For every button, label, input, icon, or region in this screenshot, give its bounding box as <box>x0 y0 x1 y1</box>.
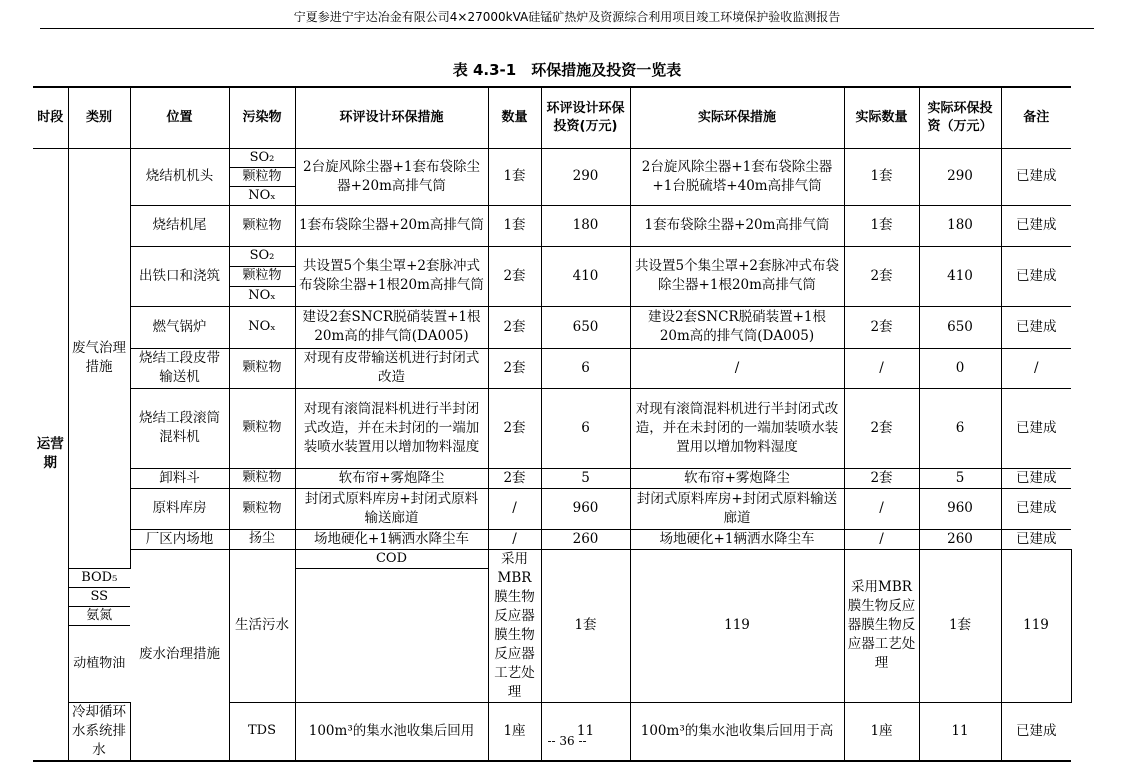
remarks-cell: 已建成 <box>1001 306 1071 348</box>
location-cell: 烧结机机头 <box>130 148 229 205</box>
quantity-cell: 2套 <box>488 306 541 348</box>
remarks-cell: 已建成 <box>1001 468 1071 488</box>
pollutant-cell: SO₂ <box>229 246 295 266</box>
location-cell: 卸料斗 <box>130 468 229 488</box>
col-location: 位置 <box>130 87 229 148</box>
pollutant-cell: COD <box>295 549 488 568</box>
category-air: 废气治理措施 <box>68 148 130 568</box>
pollutant-cell: BOD₅ <box>68 568 130 587</box>
actual-investment-cell: 0 <box>919 348 1001 388</box>
eia-investment-cell: 11 <box>541 702 630 761</box>
page-number: -- 36 -- <box>547 734 587 748</box>
actual-investment-cell: 290 <box>919 148 1001 205</box>
actual-measure-cell: 共设置5个集尘罩+2套脉冲式布袋除尘器+1根20m高排气筒 <box>630 246 844 306</box>
table-row <box>33 348 1071 388</box>
table-title: 表 4.3-1 环保措施及投资一览表 <box>452 61 682 79</box>
eia-investment-cell: 290 <box>541 148 630 205</box>
eia-measure-cell: 100m³的集水池收集后回用 <box>295 702 488 761</box>
location-cell: 出铁口和浇筑 <box>130 246 229 306</box>
actual-measure-cell: 对现有滚筒混料机进行半封闭式改造，并在未封闭的一端加装喷水装置用以增加物料湿度 <box>630 388 844 468</box>
eia-measure-cell: 软布帘+雾炮降尘 <box>295 468 488 488</box>
eia-measure-cell: 1套布袋除尘器+20m高排气筒 <box>295 205 488 246</box>
actual-quantity-cell: 2套 <box>844 246 919 306</box>
table-row <box>33 148 1071 167</box>
eia-investment-cell: 119 <box>630 549 844 702</box>
pollutant-cell: NOₓ <box>229 186 295 205</box>
eia-measure-cell: 封闭式原料库房+封闭式原料输送廊道 <box>295 488 488 529</box>
pollutant-cell: 颗粒物 <box>229 167 295 186</box>
actual-measure-cell: 1套布袋除尘器+20m高排气筒 <box>630 205 844 246</box>
remarks-cell: 已建成 <box>1001 388 1071 468</box>
eia-investment-cell: 650 <box>541 306 630 348</box>
actual-quantity-cell: 2套 <box>844 468 919 488</box>
quantity-cell: 1座 <box>488 702 541 761</box>
quantity-cell: 2套 <box>488 388 541 468</box>
period-cell: 运营期 <box>33 148 68 761</box>
remarks-cell: 已建成 <box>1001 488 1071 529</box>
eia-investment-cell: 6 <box>541 348 630 388</box>
actual-investment-cell: 180 <box>919 205 1001 246</box>
pollutant-cell: SS <box>68 587 130 606</box>
quantity-cell: 1套 <box>541 549 630 702</box>
eia-investment-cell: 5 <box>541 468 630 488</box>
pollutant-cell: 颗粒物 <box>229 266 295 286</box>
actual-quantity-cell: 1套 <box>844 148 919 205</box>
quantity-cell: 2套 <box>488 468 541 488</box>
col-period: 时段 <box>33 87 68 148</box>
actual-investment-cell: 410 <box>919 246 1001 306</box>
table-row <box>33 488 1071 529</box>
actual-quantity-cell: 1套 <box>919 549 1001 702</box>
pollutant-cell: NOₓ <box>229 306 295 348</box>
col-category: 类别 <box>68 87 130 148</box>
pollutant-cell: 颗粒物 <box>229 468 295 488</box>
page-header: 宁夏参进宁宇达冶金有限公司4×27000kVA硅锰矿热炉及资源综合利用项目竣工环境保护验收监测报告 <box>293 10 841 24</box>
actual-investment-cell: 260 <box>919 529 1001 549</box>
pollutant-cell: 扬尘 <box>229 529 295 549</box>
pollutant-cell: 颗粒物 <box>229 388 295 468</box>
quantity-cell: / <box>488 529 541 549</box>
location-cell: 厂区内场地 <box>130 529 229 549</box>
eia-measure-cell: 采用MBR膜生物反应器膜生物反应器工艺处理 <box>488 549 541 702</box>
eia-measure-cell: 2台旋风除尘器+1套布袋除尘器+20m高排气筒 <box>295 148 488 205</box>
col-actual-measure: 实际环保措施 <box>630 87 844 148</box>
col-actual-investment: 实际环保投资（万元） <box>919 87 1001 148</box>
actual-investment-cell: 6 <box>919 388 1001 468</box>
pollutant-cell: 颗粒物 <box>229 348 295 388</box>
col-remarks: 备注 <box>1001 87 1071 148</box>
remarks-cell: 已建成 <box>1001 702 1071 761</box>
remarks-cell: 已建成 <box>1001 529 1071 549</box>
eia-measure-cell: 对现有滚筒混料机进行半封闭式改造，并在未封闭的一端加装喷水装置用以增加物料湿度 <box>295 388 488 468</box>
eia-measure-cell: 共设置5个集尘罩+2套脉冲式布袋除尘器+1根20m高排气筒 <box>295 246 488 306</box>
quantity-cell: 1套 <box>488 205 541 246</box>
actual-measure-cell: 封闭式原料库房+封闭式原料输送廊道 <box>630 488 844 529</box>
remarks-cell: / <box>1001 348 1071 388</box>
eia-investment-cell: 6 <box>541 388 630 468</box>
quantity-cell: 1套 <box>488 148 541 205</box>
header-row <box>33 87 1071 148</box>
actual-investment-cell: 5 <box>919 468 1001 488</box>
eia-investment-cell: 410 <box>541 246 630 306</box>
location-cell: 烧结工段滚筒混料机 <box>130 388 229 468</box>
actual-investment-cell: 119 <box>1001 549 1071 702</box>
actual-measure-cell: 2台旋风除尘器+1套布袋除尘器+1台脱硫塔+40m高排气筒 <box>630 148 844 205</box>
location-cell: 生活污水 <box>229 549 295 702</box>
actual-quantity-cell: / <box>844 488 919 529</box>
table-row <box>33 205 1071 246</box>
quantity-cell: 2套 <box>488 246 541 306</box>
pollutant-cell: 颗粒物 <box>229 488 295 529</box>
actual-quantity-cell: 1座 <box>844 702 919 761</box>
eia-measure-cell: 场地硬化+1辆洒水降尘车 <box>295 529 488 549</box>
quantity-cell: 2套 <box>488 348 541 388</box>
category-water: 废水治理措施 <box>130 549 229 761</box>
actual-measure-cell: 场地硬化+1辆洒水降尘车 <box>630 529 844 549</box>
actual-quantity-cell: / <box>844 529 919 549</box>
actual-measure-cell: / <box>630 348 844 388</box>
actual-quantity-cell: 2套 <box>844 306 919 348</box>
pollutant-cell: TDS <box>229 702 295 761</box>
pollutant-cell: 动植物油 <box>68 625 130 702</box>
col-pollutant: 污染物 <box>229 87 295 148</box>
actual-quantity-cell: 1套 <box>844 205 919 246</box>
col-eia-measure: 环评设计环保措施 <box>295 87 488 148</box>
col-quantity: 数量 <box>488 87 541 148</box>
eia-measure-cell: 建设2套SNCR脱硝装置+1根20m高的排气筒(DA005) <box>295 306 488 348</box>
table-row <box>33 388 1071 468</box>
quantity-cell: / <box>488 488 541 529</box>
pollutant-cell: SO₂ <box>229 148 295 167</box>
location-cell: 冷却循环水系统排水 <box>68 702 130 761</box>
actual-quantity-cell: / <box>844 348 919 388</box>
table-row <box>33 468 1071 488</box>
actual-quantity-cell: 2套 <box>844 388 919 468</box>
header-rule <box>40 28 1094 29</box>
table-row <box>33 306 1071 348</box>
location-cell: 原料库房 <box>130 488 229 529</box>
actual-investment-cell: 960 <box>919 488 1001 529</box>
actual-measure-cell: 采用MBR膜生物反应器膜生物反应器工艺处理 <box>844 549 919 702</box>
actual-measure-cell: 100m³的集水池收集后回用于高 <box>630 702 844 761</box>
location-cell: 烧结机尾 <box>130 205 229 246</box>
table-row <box>33 246 1071 266</box>
pollutant-cell: NOₓ <box>229 286 295 306</box>
actual-investment-cell: 11 <box>919 702 1001 761</box>
actual-investment-cell: 650 <box>919 306 1001 348</box>
location-cell: 燃气锅炉 <box>130 306 229 348</box>
table-row <box>33 549 1071 568</box>
pollutant-cell: 氨氮 <box>68 606 130 625</box>
investment-table <box>33 86 1071 762</box>
remarks-cell: 已建成 <box>1001 205 1071 246</box>
col-eia-investment: 环评设计环保投资(万元) <box>541 87 630 148</box>
eia-investment-cell: 260 <box>541 529 630 549</box>
eia-measure-cell: 对现有皮带输送机进行封闭式改造 <box>295 348 488 388</box>
eia-investment-cell: 960 <box>541 488 630 529</box>
pollutant-cell: 颗粒物 <box>229 205 295 246</box>
remarks-cell: 已建成 <box>1001 148 1071 205</box>
actual-measure-cell: 建设2套SNCR脱硝装置+1根20m高的排气筒(DA005) <box>630 306 844 348</box>
location-cell: 烧结工段皮带输送机 <box>130 348 229 388</box>
actual-measure-cell: 软布帘+雾炮降尘 <box>630 468 844 488</box>
table-row <box>33 529 1071 549</box>
remarks-cell: 已建成 <box>1001 246 1071 306</box>
col-actual-quantity: 实际数量 <box>844 87 919 148</box>
eia-investment-cell: 180 <box>541 205 630 246</box>
